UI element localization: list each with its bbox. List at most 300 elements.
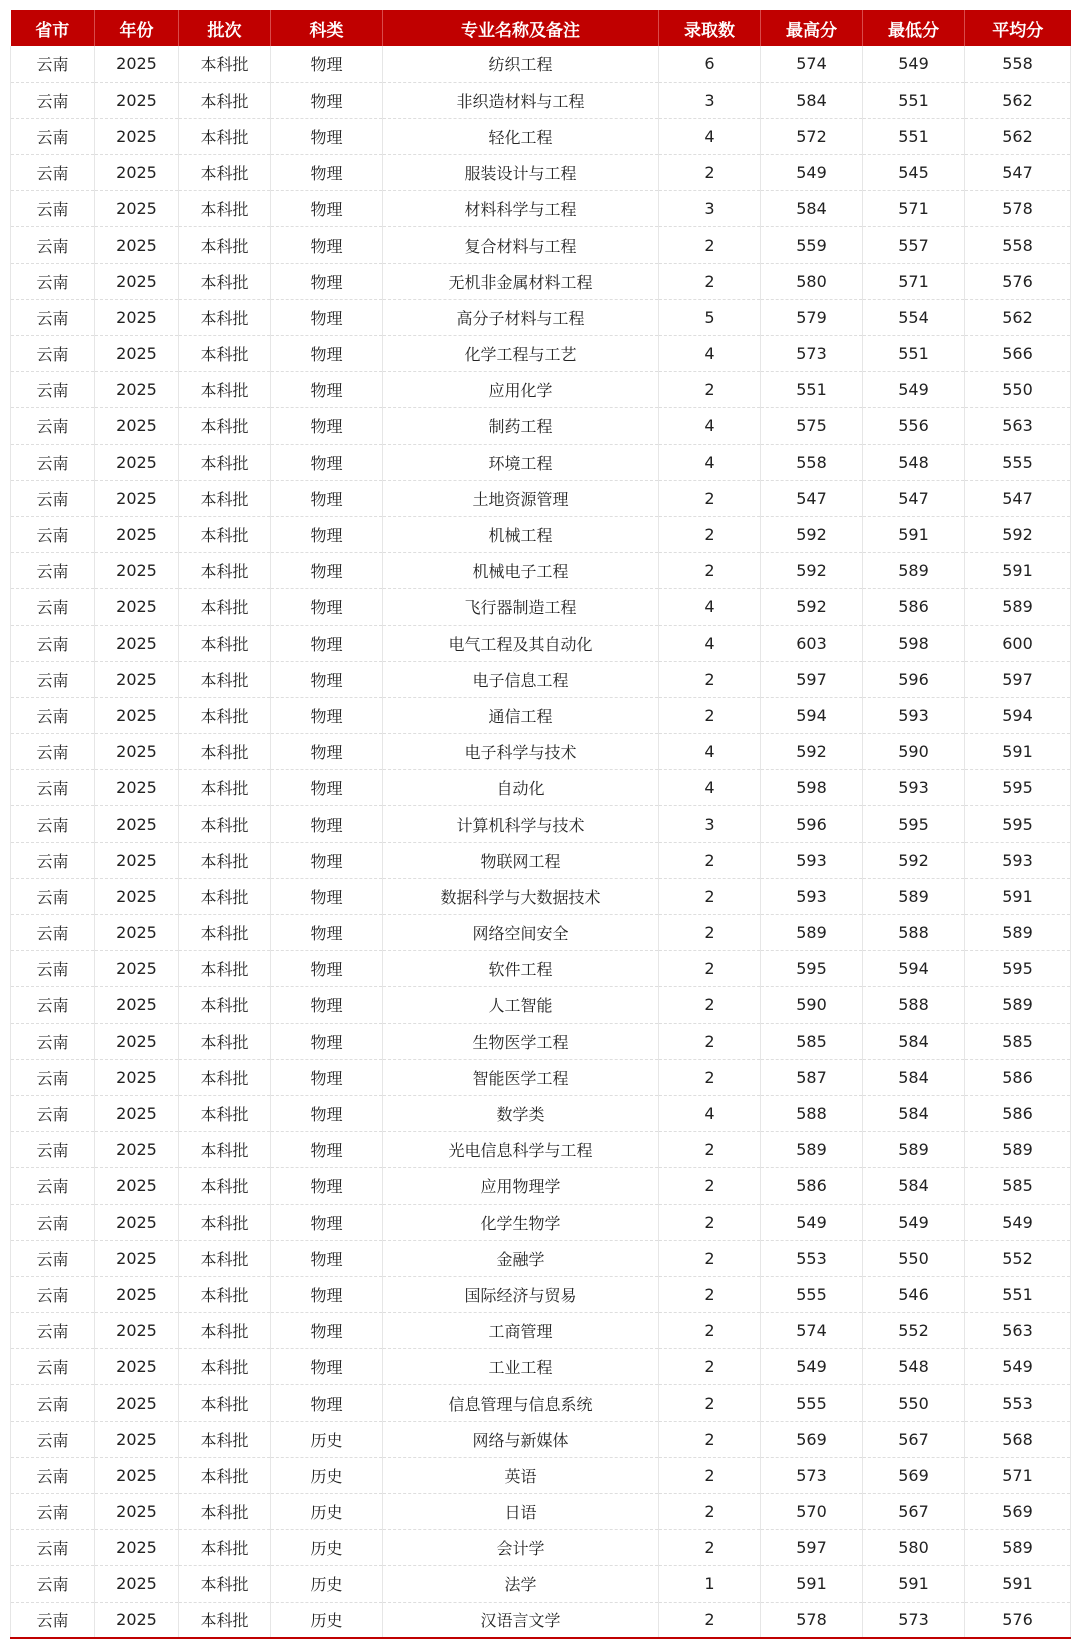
cell-max-score: 570 — [761, 1494, 863, 1530]
cell-province: 云南 — [11, 480, 95, 516]
cell-year: 2025 — [95, 118, 179, 154]
cell-avg-score: 597 — [965, 661, 1071, 697]
cell-major: 土地资源管理 — [383, 480, 659, 516]
cell-year: 2025 — [95, 553, 179, 589]
cell-year: 2025 — [95, 336, 179, 372]
cell-year: 2025 — [95, 227, 179, 263]
cell-avg-score: 568 — [965, 1421, 1071, 1457]
cell-admitted-count: 2 — [659, 1421, 761, 1457]
cell-year: 2025 — [95, 516, 179, 552]
table-row — [11, 82, 1071, 118]
cell-year: 2025 — [95, 1421, 179, 1457]
cell-avg-score: 591 — [965, 878, 1071, 914]
cell-major: 网络空间安全 — [383, 915, 659, 951]
cell-min-score: 551 — [863, 336, 965, 372]
cell-min-score: 580 — [863, 1530, 965, 1566]
cell-major: 化学工程与工艺 — [383, 336, 659, 372]
cell-avg-score: 589 — [965, 915, 1071, 951]
cell-batch: 本科批 — [179, 46, 271, 82]
table-row — [11, 951, 1071, 987]
cell-category: 物理 — [271, 191, 383, 227]
cell-min-score: 591 — [863, 516, 965, 552]
table-row — [11, 46, 1071, 82]
header-category: 科类 — [271, 10, 383, 46]
cell-batch: 本科批 — [179, 444, 271, 480]
cell-category: 历史 — [271, 1457, 383, 1493]
cell-batch: 本科批 — [179, 1421, 271, 1457]
cell-avg-score: 592 — [965, 516, 1071, 552]
cell-province: 云南 — [11, 951, 95, 987]
table-row — [11, 806, 1071, 842]
cell-major: 信息管理与信息系统 — [383, 1385, 659, 1421]
cell-max-score: 549 — [761, 1204, 863, 1240]
cell-admitted-count: 2 — [659, 1168, 761, 1204]
table-row — [11, 408, 1071, 444]
cell-category: 物理 — [271, 444, 383, 480]
cell-year: 2025 — [95, 1276, 179, 1312]
cell-major: 化学生物学 — [383, 1204, 659, 1240]
cell-year: 2025 — [95, 1023, 179, 1059]
admission-table-container — [10, 10, 1070, 1639]
cell-avg-score: 585 — [965, 1023, 1071, 1059]
cell-max-score: 558 — [761, 444, 863, 480]
cell-province: 云南 — [11, 118, 95, 154]
cell-major: 光电信息科学与工程 — [383, 1132, 659, 1168]
cell-province: 云南 — [11, 589, 95, 625]
cell-year: 2025 — [95, 625, 179, 661]
cell-province: 云南 — [11, 553, 95, 589]
cell-max-score: 559 — [761, 227, 863, 263]
admission-scores-table — [10, 10, 1071, 1639]
cell-year: 2025 — [95, 408, 179, 444]
cell-major: 飞行器制造工程 — [383, 589, 659, 625]
cell-major: 计算机科学与技术 — [383, 806, 659, 842]
cell-min-score: 548 — [863, 444, 965, 480]
cell-avg-score: 552 — [965, 1240, 1071, 1276]
cell-category: 物理 — [271, 1095, 383, 1131]
cell-max-score: 575 — [761, 408, 863, 444]
cell-min-score: 551 — [863, 82, 965, 118]
table-row — [11, 625, 1071, 661]
table-row — [11, 372, 1071, 408]
cell-avg-score: 595 — [965, 770, 1071, 806]
table-row — [11, 1313, 1071, 1349]
cell-major: 非织造材料与工程 — [383, 82, 659, 118]
table-row — [11, 734, 1071, 770]
cell-major: 物联网工程 — [383, 842, 659, 878]
cell-category: 历史 — [271, 1530, 383, 1566]
cell-batch: 本科批 — [179, 734, 271, 770]
cell-category: 物理 — [271, 1349, 383, 1385]
cell-avg-score: 555 — [965, 444, 1071, 480]
table-row — [11, 1349, 1071, 1385]
cell-year: 2025 — [95, 1240, 179, 1276]
cell-max-score: 593 — [761, 878, 863, 914]
cell-batch: 本科批 — [179, 336, 271, 372]
cell-major: 应用化学 — [383, 372, 659, 408]
cell-min-score: 589 — [863, 1132, 965, 1168]
cell-admitted-count: 2 — [659, 987, 761, 1023]
cell-batch: 本科批 — [179, 1349, 271, 1385]
cell-avg-score: 566 — [965, 336, 1071, 372]
cell-avg-score: 550 — [965, 372, 1071, 408]
cell-batch: 本科批 — [179, 408, 271, 444]
cell-major: 日语 — [383, 1494, 659, 1530]
cell-year: 2025 — [95, 1095, 179, 1131]
cell-major: 数学类 — [383, 1095, 659, 1131]
cell-province: 云南 — [11, 770, 95, 806]
cell-max-score: 597 — [761, 661, 863, 697]
cell-max-score: 573 — [761, 336, 863, 372]
cell-max-score: 551 — [761, 372, 863, 408]
cell-major: 会计学 — [383, 1530, 659, 1566]
table-row — [11, 1204, 1071, 1240]
cell-year: 2025 — [95, 1494, 179, 1530]
table-row — [11, 987, 1071, 1023]
cell-avg-score: 595 — [965, 951, 1071, 987]
cell-avg-score: 553 — [965, 1385, 1071, 1421]
cell-max-score: 589 — [761, 915, 863, 951]
cell-year: 2025 — [95, 480, 179, 516]
cell-max-score: 598 — [761, 770, 863, 806]
cell-max-score: 603 — [761, 625, 863, 661]
cell-year: 2025 — [95, 915, 179, 951]
cell-batch: 本科批 — [179, 227, 271, 263]
cell-min-score: 590 — [863, 734, 965, 770]
cell-batch: 本科批 — [179, 770, 271, 806]
cell-max-score: 549 — [761, 1349, 863, 1385]
cell-province: 云南 — [11, 1313, 95, 1349]
cell-max-score: 578 — [761, 1602, 863, 1638]
cell-admitted-count: 6 — [659, 46, 761, 82]
cell-major: 材料科学与工程 — [383, 191, 659, 227]
cell-batch: 本科批 — [179, 1602, 271, 1638]
cell-admitted-count: 3 — [659, 806, 761, 842]
cell-avg-score: 571 — [965, 1457, 1071, 1493]
cell-province: 云南 — [11, 516, 95, 552]
cell-max-score: 584 — [761, 82, 863, 118]
cell-category: 物理 — [271, 1313, 383, 1349]
cell-province: 云南 — [11, 842, 95, 878]
cell-category: 物理 — [271, 806, 383, 842]
cell-avg-score: 589 — [965, 589, 1071, 625]
cell-avg-score: 558 — [965, 46, 1071, 82]
table-row — [11, 480, 1071, 516]
cell-province: 云南 — [11, 444, 95, 480]
cell-year: 2025 — [95, 842, 179, 878]
cell-admitted-count: 2 — [659, 1602, 761, 1638]
cell-admitted-count: 2 — [659, 1059, 761, 1095]
cell-min-score: 550 — [863, 1385, 965, 1421]
cell-category: 物理 — [271, 480, 383, 516]
cell-admitted-count: 2 — [659, 842, 761, 878]
cell-admitted-count: 1 — [659, 1566, 761, 1602]
cell-category: 物理 — [271, 1240, 383, 1276]
cell-major: 金融学 — [383, 1240, 659, 1276]
cell-avg-score: 547 — [965, 155, 1071, 191]
cell-year: 2025 — [95, 697, 179, 733]
cell-province: 云南 — [11, 915, 95, 951]
cell-batch: 本科批 — [179, 951, 271, 987]
cell-category: 历史 — [271, 1421, 383, 1457]
table-row — [11, 1095, 1071, 1131]
cell-avg-score: 576 — [965, 263, 1071, 299]
table-row — [11, 697, 1071, 733]
table-row — [11, 1240, 1071, 1276]
cell-admitted-count: 2 — [659, 1240, 761, 1276]
cell-province: 云南 — [11, 734, 95, 770]
cell-province: 云南 — [11, 408, 95, 444]
cell-category: 物理 — [271, 299, 383, 335]
cell-year: 2025 — [95, 1132, 179, 1168]
cell-avg-score: 585 — [965, 1168, 1071, 1204]
cell-max-score: 579 — [761, 299, 863, 335]
cell-batch: 本科批 — [179, 1385, 271, 1421]
cell-batch: 本科批 — [179, 697, 271, 733]
cell-category: 物理 — [271, 46, 383, 82]
cell-min-score: 593 — [863, 697, 965, 733]
cell-major: 电子科学与技术 — [383, 734, 659, 770]
cell-category: 物理 — [271, 697, 383, 733]
cell-province: 云南 — [11, 1385, 95, 1421]
cell-year: 2025 — [95, 191, 179, 227]
cell-category: 物理 — [271, 372, 383, 408]
cell-category: 物理 — [271, 1023, 383, 1059]
cell-avg-score: 586 — [965, 1059, 1071, 1095]
cell-category: 物理 — [271, 155, 383, 191]
cell-category: 物理 — [271, 625, 383, 661]
cell-year: 2025 — [95, 1313, 179, 1349]
cell-category: 物理 — [271, 553, 383, 589]
cell-batch: 本科批 — [179, 878, 271, 914]
cell-max-score: 584 — [761, 191, 863, 227]
table-row — [11, 263, 1071, 299]
cell-year: 2025 — [95, 661, 179, 697]
cell-avg-score: 591 — [965, 553, 1071, 589]
cell-category: 物理 — [271, 1132, 383, 1168]
table-row — [11, 1421, 1071, 1457]
cell-min-score: 547 — [863, 480, 965, 516]
cell-year: 2025 — [95, 155, 179, 191]
cell-major: 国际经济与贸易 — [383, 1276, 659, 1312]
cell-max-score: 555 — [761, 1276, 863, 1312]
cell-batch: 本科批 — [179, 1132, 271, 1168]
cell-max-score: 593 — [761, 842, 863, 878]
cell-province: 云南 — [11, 1530, 95, 1566]
cell-category: 物理 — [271, 1276, 383, 1312]
cell-avg-score: 551 — [965, 1276, 1071, 1312]
cell-max-score: 592 — [761, 553, 863, 589]
cell-batch: 本科批 — [179, 155, 271, 191]
cell-category: 物理 — [271, 118, 383, 154]
cell-admitted-count: 2 — [659, 1457, 761, 1493]
cell-province: 云南 — [11, 1240, 95, 1276]
cell-min-score: 549 — [863, 46, 965, 82]
cell-batch: 本科批 — [179, 806, 271, 842]
header-min-score: 最低分 — [863, 10, 965, 46]
cell-admitted-count: 4 — [659, 444, 761, 480]
cell-avg-score: 595 — [965, 806, 1071, 842]
cell-year: 2025 — [95, 444, 179, 480]
cell-admitted-count: 2 — [659, 915, 761, 951]
cell-batch: 本科批 — [179, 1494, 271, 1530]
cell-min-score: 546 — [863, 1276, 965, 1312]
cell-min-score: 567 — [863, 1494, 965, 1530]
cell-max-score: 549 — [761, 155, 863, 191]
cell-major: 英语 — [383, 1457, 659, 1493]
header-batch: 批次 — [179, 10, 271, 46]
cell-batch: 本科批 — [179, 1168, 271, 1204]
cell-major: 软件工程 — [383, 951, 659, 987]
cell-max-score: 588 — [761, 1095, 863, 1131]
cell-admitted-count: 4 — [659, 408, 761, 444]
table-row — [11, 915, 1071, 951]
header-province: 省市 — [11, 10, 95, 46]
header-avg-score: 平均分 — [992, 20, 1044, 41]
cell-max-score: 587 — [761, 1059, 863, 1095]
table-row — [11, 842, 1071, 878]
cell-admitted-count: 3 — [659, 191, 761, 227]
cell-batch: 本科批 — [179, 625, 271, 661]
cell-province: 云南 — [11, 1602, 95, 1638]
cell-min-score: 550 — [863, 1240, 965, 1276]
cell-min-score: 588 — [863, 987, 965, 1023]
table-row — [11, 1276, 1071, 1312]
cell-category: 物理 — [271, 878, 383, 914]
cell-province: 云南 — [11, 1204, 95, 1240]
cell-admitted-count: 2 — [659, 1530, 761, 1566]
cell-province: 云南 — [11, 987, 95, 1023]
cell-major: 数据科学与大数据技术 — [383, 878, 659, 914]
cell-category: 物理 — [271, 589, 383, 625]
cell-max-score: 572 — [761, 118, 863, 154]
cell-batch: 本科批 — [179, 661, 271, 697]
cell-year: 2025 — [95, 878, 179, 914]
cell-province: 云南 — [11, 661, 95, 697]
cell-year: 2025 — [95, 1349, 179, 1385]
cell-min-score: 571 — [863, 191, 965, 227]
cell-avg-score: 589 — [965, 1530, 1071, 1566]
cell-major: 智能医学工程 — [383, 1059, 659, 1095]
cell-min-score: 552 — [863, 1313, 965, 1349]
cell-batch: 本科批 — [179, 118, 271, 154]
cell-max-score: 569 — [761, 1421, 863, 1457]
table-row — [11, 444, 1071, 480]
cell-max-score: 594 — [761, 697, 863, 733]
cell-year: 2025 — [95, 770, 179, 806]
cell-admitted-count: 4 — [659, 118, 761, 154]
cell-min-score: 594 — [863, 951, 965, 987]
cell-max-score: 592 — [761, 589, 863, 625]
cell-batch: 本科批 — [179, 191, 271, 227]
cell-province: 云南 — [11, 1132, 95, 1168]
cell-min-score: 584 — [863, 1095, 965, 1131]
cell-year: 2025 — [95, 951, 179, 987]
cell-year: 2025 — [95, 46, 179, 82]
cell-major: 通信工程 — [383, 697, 659, 733]
header-admitted-count: 录取数 — [659, 10, 761, 46]
cell-year: 2025 — [95, 263, 179, 299]
cell-major: 机械电子工程 — [383, 553, 659, 589]
cell-province: 云南 — [11, 336, 95, 372]
table-row — [11, 1566, 1071, 1602]
cell-batch: 本科批 — [179, 589, 271, 625]
cell-major: 法学 — [383, 1566, 659, 1602]
cell-province: 云南 — [11, 1566, 95, 1602]
cell-province: 云南 — [11, 1276, 95, 1312]
table-row — [11, 589, 1071, 625]
cell-major: 环境工程 — [383, 444, 659, 480]
cell-major: 应用物理学 — [383, 1168, 659, 1204]
table-row — [11, 1457, 1071, 1493]
cell-min-score: 569 — [863, 1457, 965, 1493]
cell-year: 2025 — [95, 82, 179, 118]
cell-batch: 本科批 — [179, 1204, 271, 1240]
cell-province: 云南 — [11, 878, 95, 914]
cell-major: 生物医学工程 — [383, 1023, 659, 1059]
cell-avg-score: 589 — [965, 1132, 1071, 1168]
table-header — [11, 10, 1071, 46]
cell-admitted-count: 2 — [659, 263, 761, 299]
cell-min-score: 593 — [863, 770, 965, 806]
table-row — [11, 1385, 1071, 1421]
header-max-score: 最高分 — [761, 10, 863, 46]
cell-batch: 本科批 — [179, 842, 271, 878]
cell-min-score: 586 — [863, 589, 965, 625]
cell-major: 电气工程及其自动化 — [383, 625, 659, 661]
cell-admitted-count: 2 — [659, 1349, 761, 1385]
cell-province: 云南 — [11, 263, 95, 299]
cell-province: 云南 — [11, 697, 95, 733]
cell-avg-score: 594 — [965, 697, 1071, 733]
cell-avg-score: 547 — [965, 480, 1071, 516]
cell-max-score: 591 — [761, 1566, 863, 1602]
cell-min-score: 598 — [863, 625, 965, 661]
cell-max-score: 589 — [761, 1132, 863, 1168]
cell-max-score: 592 — [761, 516, 863, 552]
cell-batch: 本科批 — [179, 1023, 271, 1059]
cell-major: 轻化工程 — [383, 118, 659, 154]
cell-batch: 本科批 — [179, 915, 271, 951]
cell-avg-score: 562 — [965, 82, 1071, 118]
table-row — [11, 553, 1071, 589]
cell-major: 复合材料与工程 — [383, 227, 659, 263]
cell-major: 工业工程 — [383, 1349, 659, 1385]
table-row — [11, 1132, 1071, 1168]
cell-avg-score: 549 — [965, 1349, 1071, 1385]
cell-category: 物理 — [271, 263, 383, 299]
cell-min-score: 591 — [863, 1566, 965, 1602]
cell-year: 2025 — [95, 1168, 179, 1204]
cell-year: 2025 — [95, 1457, 179, 1493]
cell-province: 云南 — [11, 1421, 95, 1457]
cell-category: 历史 — [271, 1494, 383, 1530]
cell-category: 物理 — [271, 915, 383, 951]
cell-max-score: 585 — [761, 1023, 863, 1059]
cell-batch: 本科批 — [179, 372, 271, 408]
table-row — [11, 118, 1071, 154]
cell-category: 物理 — [271, 1204, 383, 1240]
cell-avg-score: 563 — [965, 408, 1071, 444]
cell-avg-score: 576 — [965, 1602, 1071, 1638]
cell-year: 2025 — [95, 987, 179, 1023]
cell-batch: 本科批 — [179, 1059, 271, 1095]
cell-admitted-count: 2 — [659, 1313, 761, 1349]
cell-admitted-count: 4 — [659, 1095, 761, 1131]
cell-admitted-count: 2 — [659, 1276, 761, 1312]
header-row — [11, 10, 1071, 46]
cell-province: 云南 — [11, 82, 95, 118]
